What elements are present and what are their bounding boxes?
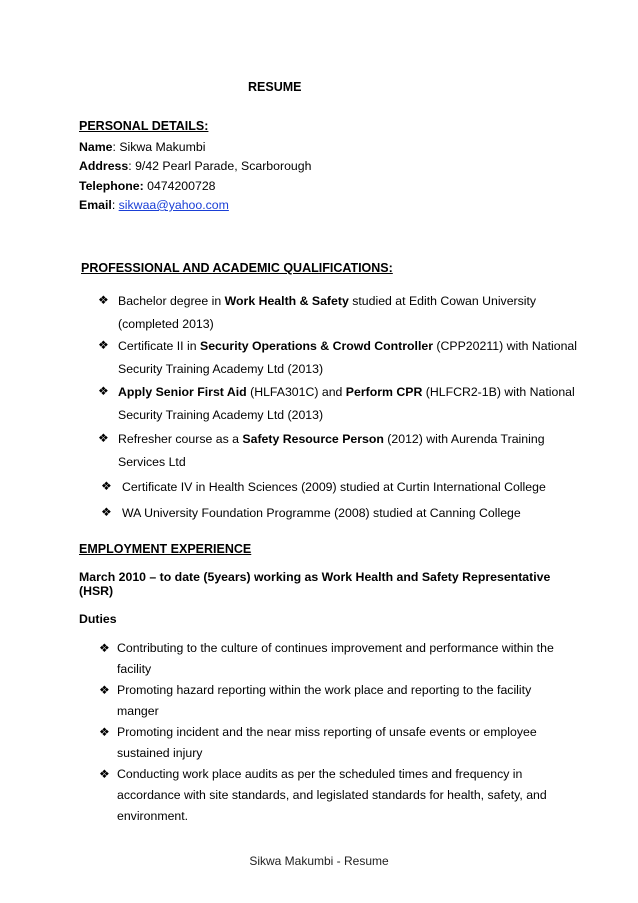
diamond-bullet-icon: ❖ xyxy=(98,293,109,307)
qualification-text: Bachelor degree in xyxy=(118,294,225,308)
duty-text: facility xyxy=(117,662,152,676)
qualification-bold: Perform CPR xyxy=(345,385,423,399)
duty-text: manger xyxy=(117,704,159,718)
telephone-line xyxy=(79,179,216,193)
diamond-bullet-icon: ❖ xyxy=(99,725,110,739)
name-value: Sikwa Makumbi xyxy=(119,140,206,154)
email-label: Email xyxy=(79,198,112,212)
name-line: Name: Sikwa Makumbi xyxy=(79,140,206,154)
qualification-text: studied at Edith Cowan University xyxy=(348,294,537,308)
qualification-text: (HLFCR2-1B) with National xyxy=(422,385,575,399)
diamond-bullet-icon: ❖ xyxy=(98,338,109,352)
duty-text: accordance with site standards, and legislated standards for health, safety, and xyxy=(117,788,547,802)
telephone-label: Telephone: xyxy=(79,179,144,193)
duty-text: Conducting work place audits as per the scheduled times and frequency in xyxy=(117,767,523,781)
role-title-line1: March 2010 – to date (5years) working as Work Health and Safety Representative xyxy=(79,570,551,584)
qualification-text: WA University Foundation Programme (2008) studied at Canning College xyxy=(122,506,521,520)
qualification-text: Services Ltd xyxy=(118,455,186,469)
address-label: Address xyxy=(79,159,129,173)
duty-text: Promoting hazard reporting within the work place and reporting to the facility xyxy=(117,683,532,697)
page-title: RESUME xyxy=(248,80,302,94)
qualification-bold: Work Health & Safety xyxy=(224,294,349,308)
qualification-text: Certificate II in xyxy=(118,339,201,353)
qualification-bold: Safety Resource Person xyxy=(242,432,384,446)
duties-heading: Duties xyxy=(79,612,117,626)
diamond-bullet-icon: ❖ xyxy=(99,767,110,781)
qualification-bold: Security Operations & Crowd Controller xyxy=(200,339,434,353)
duty-text: Promoting incident and the near miss reporting of unsafe events or employee xyxy=(117,725,537,739)
duty-text: sustained injury xyxy=(117,746,203,760)
page-footer: Sikwa Makumbi - Resume xyxy=(249,854,389,868)
qualification-text: Security Training Academy Ltd (2013) xyxy=(118,362,324,376)
address-value: 9/42 Pearl Parade, Scarborough xyxy=(135,159,312,173)
diamond-bullet-icon: ❖ xyxy=(98,384,109,398)
qualifications-heading: PROFESSIONAL AND ACADEMIC QUALIFICATIONS: xyxy=(81,261,393,275)
email-line: Email: sikwaa@yahoo.com xyxy=(79,198,229,212)
email-link[interactable]: sikwaa@yahoo.com xyxy=(118,198,229,212)
diamond-bullet-icon: ❖ xyxy=(101,479,112,493)
qualification-text: (2012) with Aurenda Training xyxy=(383,432,545,446)
telephone-value: 0474200728 xyxy=(147,179,216,193)
personal-details-heading: PERSONAL DETAILS: xyxy=(79,119,209,133)
diamond-bullet-icon: ❖ xyxy=(98,431,109,445)
qualification-text: (CPP20211) with National xyxy=(433,339,578,353)
diamond-bullet-icon: ❖ xyxy=(99,641,110,655)
name-label: Name xyxy=(79,140,113,154)
qualification-text: Certificate IV in Health Sciences (2009) studied at Curtin International College xyxy=(122,480,546,494)
duty-text: environment. xyxy=(117,809,189,823)
qualification-text: Security Training Academy Ltd (2013) xyxy=(118,408,324,422)
address-line: Address: 9/42 Pearl Parade, Scarborough xyxy=(79,159,312,173)
employment-heading: EMPLOYMENT EXPERIENCE xyxy=(79,542,252,556)
diamond-bullet-icon: ❖ xyxy=(99,683,110,697)
duty-text: Contributing to the culture of continues improvement and performance within the xyxy=(117,641,554,655)
qualification-text: (HLFA301C) and xyxy=(246,385,346,399)
qualification-text: Refresher course as a xyxy=(118,432,243,446)
qualification-bold: Apply Senior First Aid xyxy=(118,385,247,399)
role-title-line2: (HSR) xyxy=(79,584,114,598)
diamond-bullet-icon: ❖ xyxy=(101,505,112,519)
qualification-text: (completed 2013) xyxy=(118,317,214,331)
